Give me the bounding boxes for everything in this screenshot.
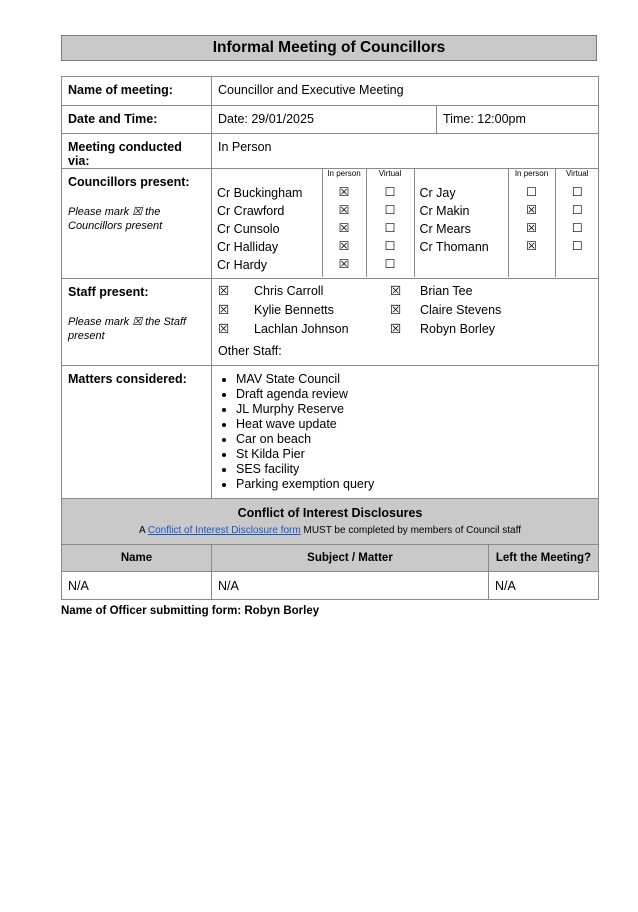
councillor-name: Cr Buckingham: [217, 186, 303, 200]
virtual-checkbox[interactable]: ☐: [384, 185, 396, 199]
councillors-cell: [212, 169, 599, 279]
other-staff-label: Other Staff:: [218, 344, 282, 358]
conflict-post: MUST be completed by members of Council staff: [300, 525, 521, 536]
councillor-names-left: [212, 183, 322, 277]
staff-checkbox[interactable]: ☒: [218, 284, 230, 298]
matters-list: [218, 372, 592, 492]
councillor-name: Cr Cunsolo: [217, 222, 280, 236]
staff-name: Claire Stevens: [420, 303, 502, 317]
cell-subject: N/A: [212, 572, 489, 600]
virtual-header-right: Virtual: [555, 169, 599, 183]
virtual-checkbox[interactable]: ☐: [571, 203, 583, 217]
via-label: Meeting conducted via:: [62, 134, 212, 169]
in-person-checkbox[interactable]: ☒: [338, 239, 350, 253]
councillor-name: Cr Crawford: [217, 204, 285, 218]
staff-checkbox[interactable]: ☒: [218, 303, 230, 317]
staff-list-left: [218, 282, 390, 339]
col-subject-header: Subject / Matter: [212, 545, 489, 572]
in-person-checks-right: [508, 183, 555, 277]
col-name-header: Name: [62, 545, 212, 572]
time-value: Time: 12:00pm: [437, 106, 599, 134]
councillors-label-cell: [62, 169, 212, 279]
councillor-name: Cr Halliday: [217, 240, 279, 254]
in-person-checkbox[interactable]: ☒: [338, 203, 350, 217]
name-value: Councillor and Executive Meeting: [212, 77, 599, 106]
conflict-title: Conflict of Interest Disclosures: [237, 506, 423, 520]
staff-checkbox[interactable]: ☒: [390, 284, 402, 298]
row-meeting-name: [62, 77, 599, 106]
staff-entry: [218, 320, 390, 339]
matter-item: • Parking exemption query: [236, 477, 592, 492]
virtual-checkbox[interactable]: ☐: [571, 239, 583, 253]
councillor-name: Cr Makin: [419, 204, 470, 218]
councillors-note: Please mark ☒ the Councillors present: [68, 206, 163, 232]
matter-item: • SES facility: [236, 462, 592, 477]
meeting-form-table: [61, 76, 598, 600]
row-staff: [62, 279, 599, 366]
matters-cell: [212, 366, 599, 499]
staff-checkbox[interactable]: ☒: [390, 303, 402, 317]
staff-checkbox[interactable]: ☒: [390, 322, 402, 336]
virtual-checkbox[interactable]: ☐: [571, 185, 583, 199]
in-person-checkbox[interactable]: ☒: [338, 185, 350, 199]
officer-submitting: Name of Officer submitting form: Robyn Borley: [61, 605, 320, 617]
virtual-checkbox[interactable]: ☐: [384, 203, 396, 217]
in-person-checkbox[interactable]: ☒: [526, 239, 537, 253]
staff-cell: [212, 279, 599, 366]
matter-item: • Heat wave update: [236, 417, 592, 432]
staff-name: Robyn Borley: [420, 322, 496, 336]
name-label: Name of meeting:: [62, 77, 212, 106]
councillor-name: Cr Mears: [419, 222, 471, 236]
councillor-name: Cr Hardy: [217, 258, 268, 272]
row-date-time: [62, 106, 599, 134]
col-left-header: Left the Meeting?: [489, 545, 599, 572]
staff-entry: [390, 301, 501, 320]
cell-left: N/A: [489, 572, 599, 600]
staff-name: Chris Carroll: [254, 284, 324, 298]
councillor-name: Cr Jay: [419, 186, 456, 200]
councillor-names-right: [414, 183, 508, 277]
staff-entry: [218, 301, 390, 320]
in-person-checkbox[interactable]: ☒: [338, 257, 350, 271]
staff-name: Brian Tee: [420, 284, 473, 298]
in-person-checkbox[interactable]: ☒: [338, 221, 350, 235]
staff-name: Kylie Bennetts: [254, 303, 334, 317]
virtual-checkbox[interactable]: ☐: [384, 239, 396, 253]
councillors-label: Councillors present:: [68, 175, 190, 189]
staff-entry: [390, 282, 501, 301]
page-title: Informal Meeting of Councillors: [61, 35, 597, 61]
conflict-band: [62, 499, 599, 545]
virtual-checks-right: [555, 183, 599, 277]
row-conducted-via: [62, 134, 599, 169]
virtual-checks-left: [366, 183, 414, 277]
matter-item: • MAV State Council: [236, 372, 592, 387]
matter-item: • Draft agenda review: [236, 387, 592, 402]
staff-name: Lachlan Johnson: [254, 322, 349, 336]
matter-item: • Car on beach: [236, 432, 592, 447]
cell-name: N/A: [62, 572, 212, 600]
in-person-checkbox[interactable]: ☒: [526, 203, 537, 217]
date-value: Date: 29/01/2025: [212, 106, 437, 134]
staff-entry: [218, 282, 390, 301]
staff-entry: [390, 320, 501, 339]
in-person-checkbox[interactable]: ☒: [526, 221, 537, 235]
virtual-checkbox[interactable]: ☐: [384, 221, 396, 235]
staff-label-cell: [62, 279, 212, 366]
staff-checkbox[interactable]: ☒: [218, 322, 230, 336]
matters-label: Matters considered:: [62, 366, 212, 499]
conflict-form-link[interactable]: Conflict of Interest Disclosure form: [147, 525, 301, 536]
row-conflict-band: [62, 499, 599, 545]
row-matters: [62, 366, 599, 499]
staff-note: Please mark ☒ the Staff present: [68, 316, 187, 342]
via-value: In Person: [212, 134, 599, 169]
virtual-checkbox[interactable]: ☐: [384, 257, 396, 271]
in-person-checkbox[interactable]: ☐: [526, 185, 537, 199]
staff-list-right: [390, 282, 501, 339]
conflict-header-row: [62, 545, 599, 572]
row-councillors: [62, 169, 599, 279]
date-label: Date and Time:: [62, 106, 212, 134]
in-person-checks-left: [322, 183, 366, 277]
in-person-header-left: In person: [322, 169, 366, 183]
staff-label: Staff present:: [68, 285, 149, 299]
in-person-header-right: In person: [508, 169, 555, 183]
virtual-checkbox[interactable]: ☐: [571, 221, 583, 235]
matter-item: • JL Murphy Reserve: [236, 402, 592, 417]
conflict-instruction: [62, 525, 598, 536]
councillor-name: Cr Thomann: [419, 240, 489, 254]
matter-item: • St Kilda Pier: [236, 447, 592, 462]
conflict-pre: A: [138, 525, 148, 536]
table-row: [62, 572, 599, 600]
virtual-header-left: Virtual: [366, 169, 414, 183]
